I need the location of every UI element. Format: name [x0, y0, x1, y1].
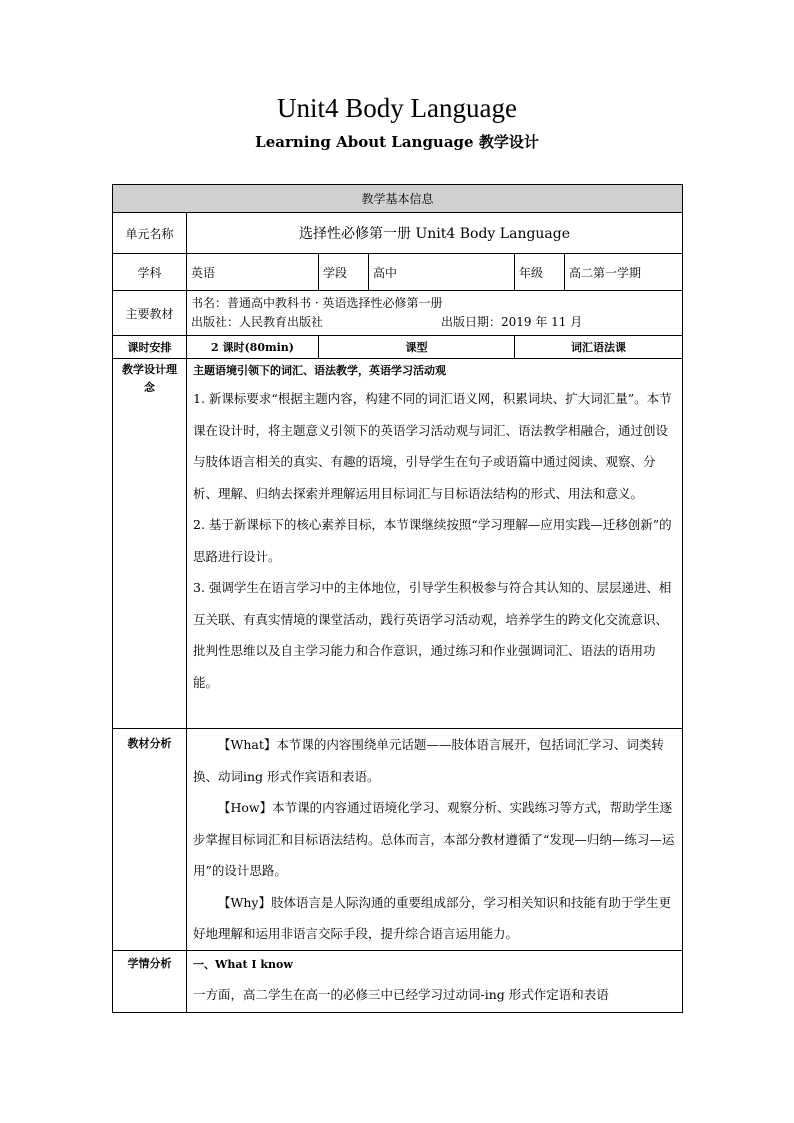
analysis-content — [187, 729, 683, 951]
concept-label: 教学设计理念 — [113, 359, 187, 729]
textbook-name: 书名：普通高中教科书 · 英语选择性必修第一册 — [191, 296, 443, 310]
document-subtitle: Learning About Language 教学设计 — [255, 133, 539, 151]
learner-content — [187, 950, 683, 1012]
concept-paragraph-1: 1. 新课标要求“根据主题内容，构建不同的词汇语义网，积累词块、扩大词汇量”。本节课在设计时，将主题意义引领下的英语学习活动观与词汇、语法教学相融合，通过创设与肢体语言相关的真实、有趣的语境，引导学生在句子或语篇中通过阅读、观察、分析、理解、归纳去探索并理解运用目标词汇与目标语法结构的形式、用法和意义。 — [193, 391, 672, 501]
concept-content — [187, 359, 683, 729]
analysis-how: 【How】本节课的内容通过语境化学习、观察分析、实践练习等方式，帮助学生逐步掌握目标词汇和目标语法结构。总体而言，本部分教材遵循了“发现—归纳—练习—运用”的设计思路。 — [193, 800, 675, 878]
grade-value: 高二第一学期 — [565, 254, 683, 291]
learner-paragraph-1: 一方面，高二学生在高一的必修三中已经学习过动词-ing 形式作定语和表语 — [193, 986, 609, 1002]
table-header: 教学基本信息 — [113, 185, 683, 213]
analysis-label: 教材分析 — [113, 729, 187, 951]
hours-value: 2 课时(80min) — [187, 336, 319, 359]
stage-value: 高中 — [369, 254, 515, 291]
hours-label: 课时安排 — [113, 336, 187, 359]
analysis-why: 【Why】肢体语言是人际沟通的重要组成部分，学习相关知识和技能有助于学生更好地理解和运用非语言交际手段，提升综合语言运用能力。 — [193, 894, 671, 941]
concept-paragraph-2: 2. 基于新课标下的核心素养目标，本节课继续按照“学习理解—应用实践—迁移创新”的思路进行设计。 — [193, 517, 672, 564]
publish-date: 出版日期：2019 年 11 月 — [441, 315, 583, 329]
stage-label: 学段 — [319, 254, 369, 291]
learner-heading: 一、What I know — [193, 957, 293, 971]
publisher: 出版社：人民教育出版社 — [191, 315, 324, 329]
textbook-info — [187, 291, 683, 336]
subject-label: 学科 — [113, 254, 187, 291]
unit-value: 选择性必修第一册 Unit4 Body Language — [187, 213, 683, 254]
lesson-plan-table — [112, 184, 683, 1013]
learner-label: 学情分析 — [113, 950, 187, 1012]
concept-paragraph-3: 3. 强调学生在语言学习中的主体地位，引导学生积极参与符合其认知的、层层递进、相互关联、有真实情境的课堂活动，践行英语学习活动观，培养学生的跨文化交流意识、批判性思维以及自主学习能力和合作意识，通过练习和作业强调词汇、语法的语用功能。 — [193, 580, 672, 690]
textbook-label: 主要教材 — [113, 291, 187, 336]
subject-value: 英语 — [187, 254, 319, 291]
type-label: 课型 — [319, 336, 515, 359]
unit-label: 单元名称 — [113, 213, 187, 254]
analysis-what: 【What】本节课的内容围绕单元话题——肢体语言展开，包括词汇学习、词类转换、动词ing 形式作宾语和表语。 — [193, 737, 664, 784]
type-value: 词汇语法课 — [515, 336, 683, 359]
concept-heading: 主题语境引领下的词汇、语法教学，英语学习活动观 — [193, 364, 446, 377]
grade-label: 年级 — [515, 254, 565, 291]
document-title: Unit4 Body Language — [277, 93, 517, 123]
